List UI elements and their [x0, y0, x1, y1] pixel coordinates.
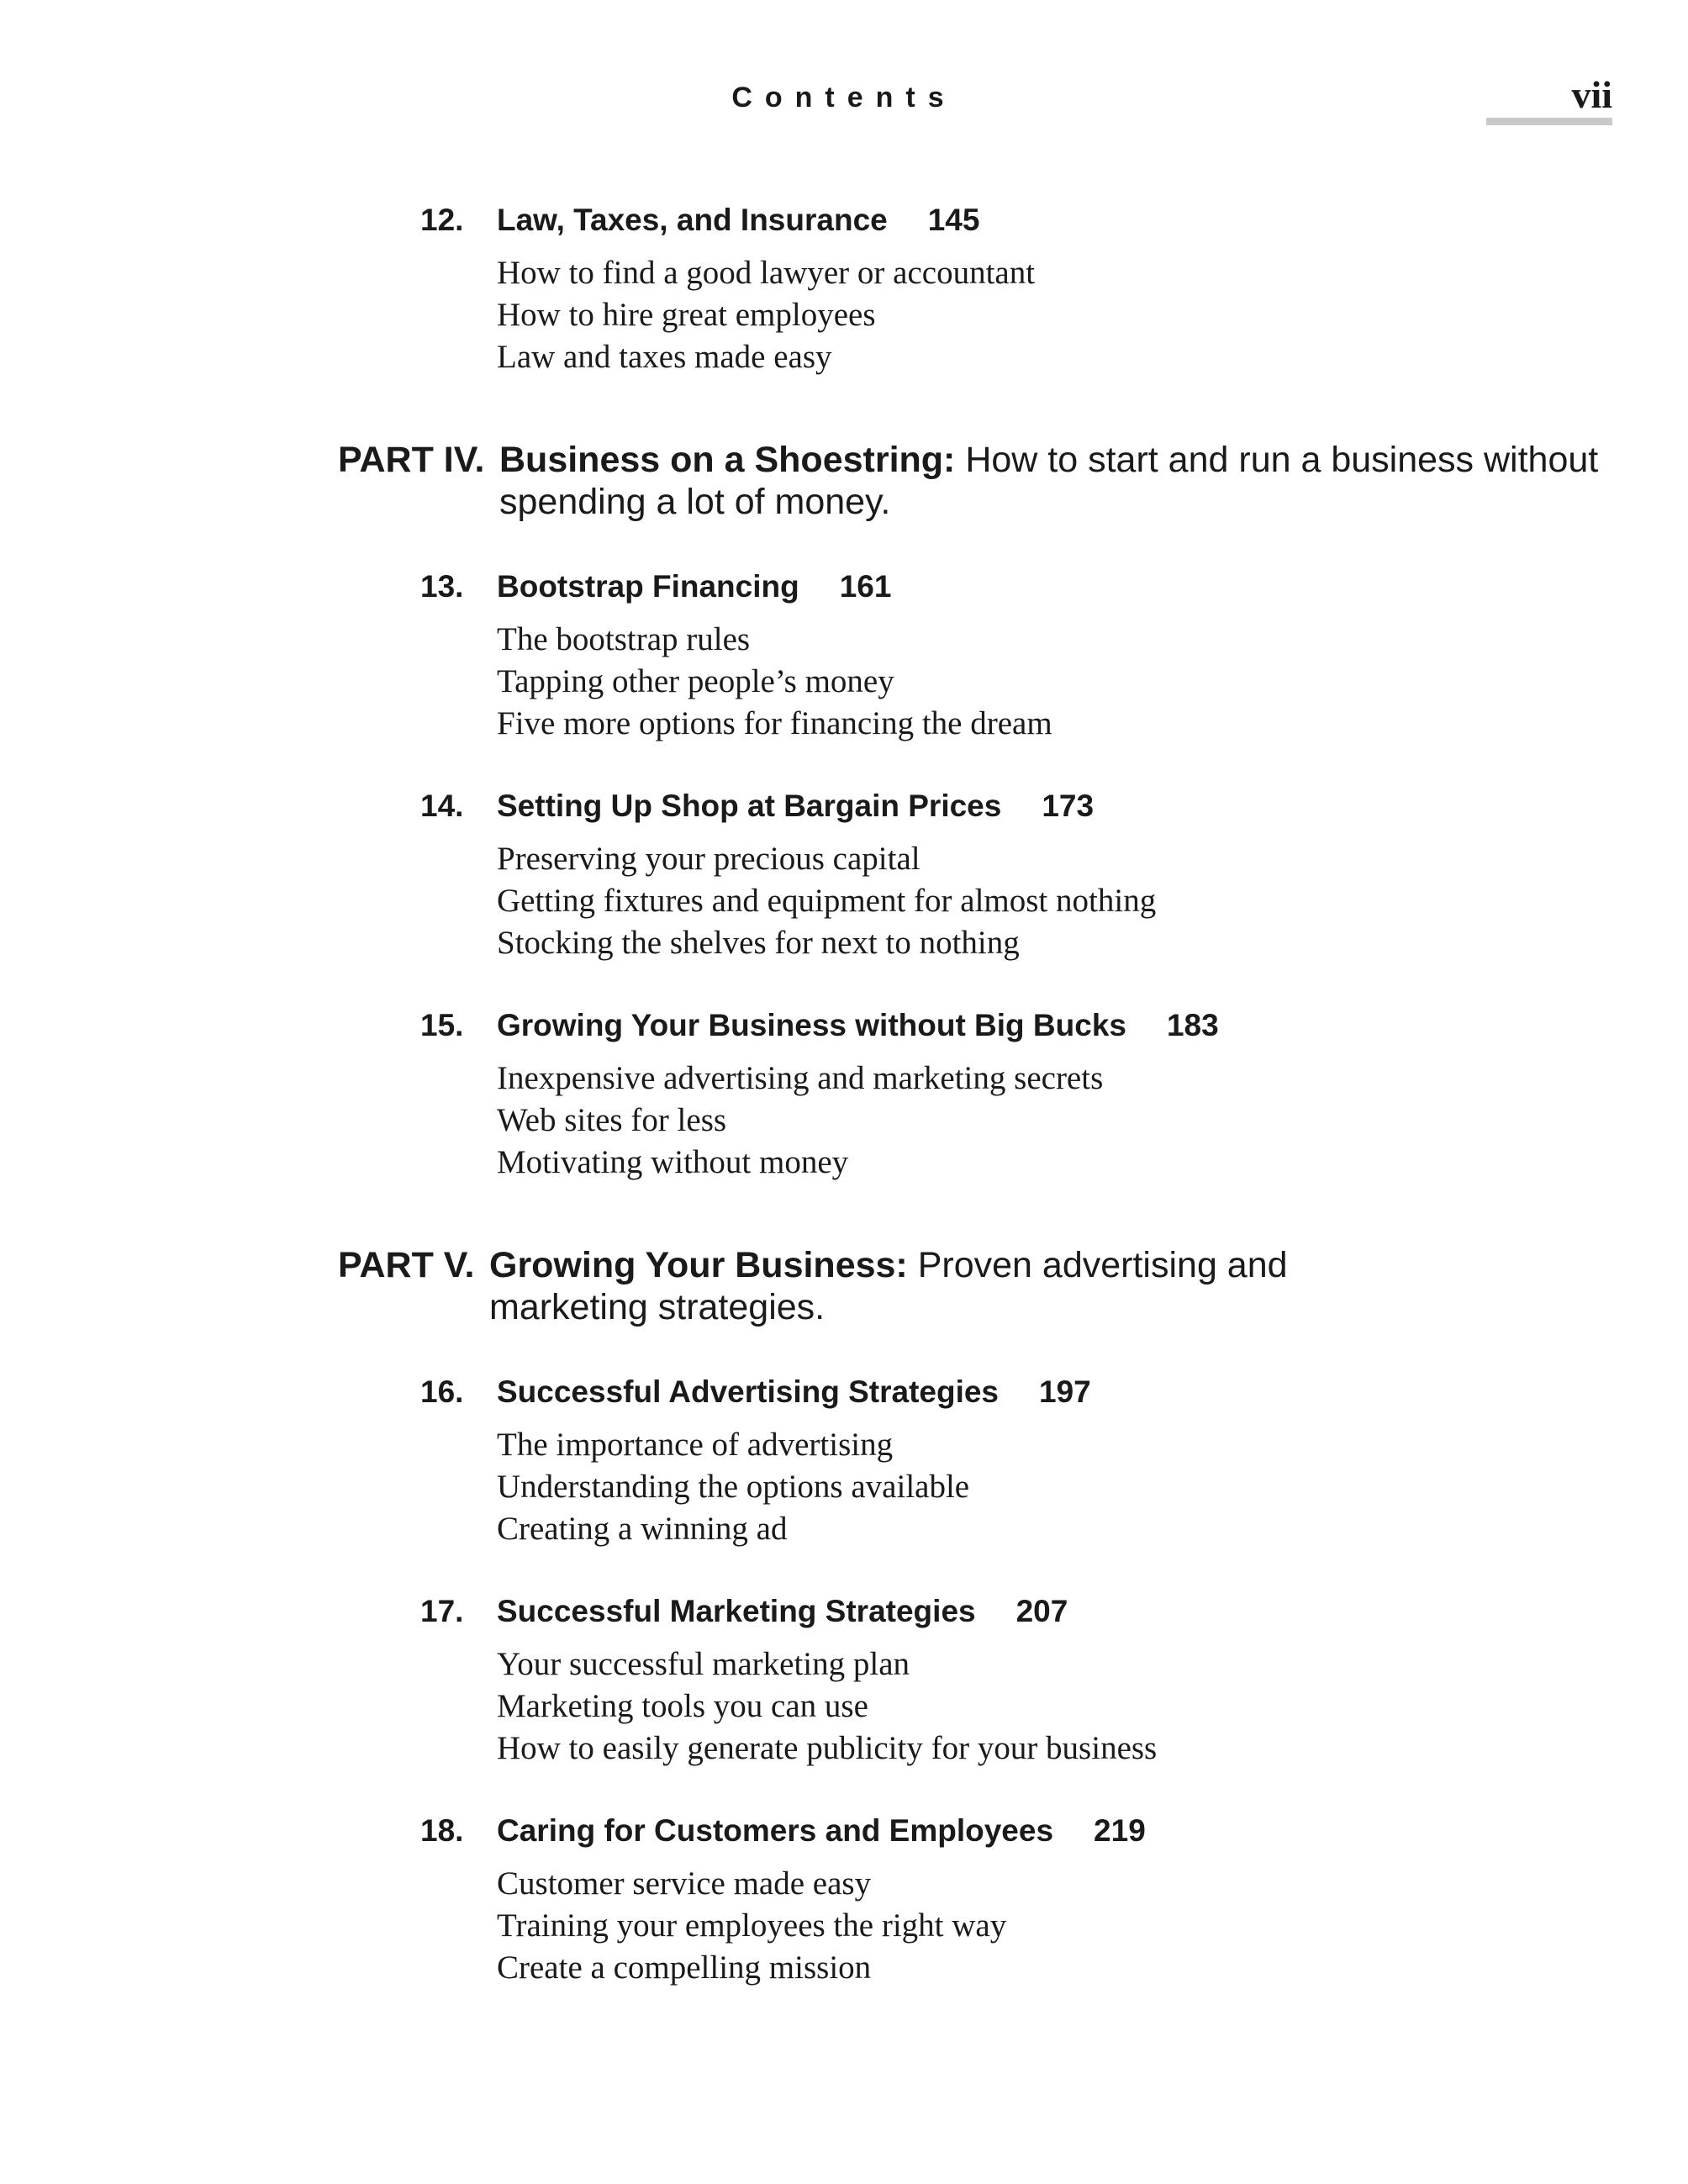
chapter-17-entry	[420, 1593, 1157, 1770]
part-body	[489, 1244, 1397, 1328]
topic-item: Motivating without money	[497, 1144, 849, 1180]
chapter-title: Setting Up Shop at Bargain Prices	[497, 789, 1002, 823]
chapter-topics	[497, 1058, 1103, 1184]
chapter-topics	[497, 1643, 1157, 1770]
chapter-title: Successful Advertising Strategies	[497, 1374, 1000, 1409]
topic-item: Training your employees the right way	[497, 1907, 1007, 1944]
topic-item: Tapping other people’s money	[497, 663, 894, 699]
topic-item: Five more options for financing the dream	[497, 705, 1052, 741]
chapter-number: 12.	[420, 203, 464, 237]
chapter-topics	[497, 1863, 1006, 1989]
chapter-page: 183	[1166, 1008, 1219, 1042]
topic-item: Your successful marketing plan	[497, 1646, 910, 1682]
topic-item: How to find a good lawyer or accountant	[497, 255, 1036, 291]
chapter-title: Successful Marketing Strategies	[497, 1594, 976, 1628]
chapter-14-entry	[420, 788, 1156, 964]
chapter-title-line	[497, 568, 891, 605]
chapter-topics	[497, 838, 1156, 964]
topic-item: How to hire great employees	[497, 297, 876, 333]
part-subtitle: How to start and run a business without spending a lot of money.	[499, 440, 1599, 522]
topic-item: Marketing tools you can use	[497, 1688, 868, 1724]
chapter-title-line	[497, 788, 1094, 825]
topic-item: Web sites for less	[497, 1102, 727, 1138]
chapter-topics	[497, 619, 1052, 745]
topic-item: Understanding the options available	[497, 1469, 970, 1505]
chapter-heading	[420, 788, 1156, 825]
chapter-page: 145	[927, 203, 980, 237]
chapter-number: 17.	[420, 1594, 464, 1628]
part-body	[499, 439, 1612, 523]
chapter-heading	[420, 568, 1052, 605]
running-head: Contents	[731, 82, 957, 113]
topic-item: Stocking the shelves for next to nothing	[497, 925, 1020, 961]
folio-rule	[1486, 118, 1612, 125]
topic-item: The importance of advertising	[497, 1427, 894, 1463]
part-subtitle: Proven advertising and marketing strategies.	[489, 1245, 1288, 1327]
chapter-18-entry	[420, 1812, 1146, 1989]
chapter-number: 13.	[420, 569, 464, 604]
topic-item: Customer service made easy	[497, 1865, 872, 1902]
chapter-page: 161	[839, 569, 892, 604]
topic-item: Create a compelling mission	[497, 1949, 872, 1986]
chapter-title: Caring for Customers and Employees	[497, 1813, 1054, 1848]
part-title: Business on a Shoestring:	[499, 440, 956, 480]
chapter-title-line	[497, 1812, 1146, 1849]
chapter-title-line	[497, 1374, 1091, 1411]
chapter-number: 16.	[420, 1374, 464, 1409]
chapter-15-entry	[420, 1007, 1219, 1184]
chapter-16-entry	[420, 1374, 1091, 1550]
chapter-page: 197	[1039, 1374, 1091, 1409]
topic-item: Inexpensive advertising and marketing secrets	[497, 1060, 1104, 1096]
chapter-12-entry	[420, 202, 1035, 378]
chapter-title: Law, Taxes, and Insurance	[497, 203, 888, 237]
part-label: PART IV.	[338, 440, 485, 480]
topic-item: Law and taxes made easy	[497, 339, 832, 375]
topic-item: Creating a winning ad	[497, 1511, 788, 1547]
chapter-heading	[420, 1593, 1157, 1630]
part-label: PART V.	[338, 1245, 475, 1285]
chapter-page: 219	[1094, 1813, 1146, 1848]
chapter-topics	[497, 1424, 969, 1550]
chapter-title: Bootstrap Financing	[497, 569, 799, 604]
chapter-title: Growing Your Business without Big Bucks	[497, 1008, 1126, 1042]
topic-item: Getting fixtures and equipment for almost nothing	[497, 883, 1157, 919]
chapter-number: 18.	[420, 1813, 464, 1848]
chapter-title-line	[497, 1007, 1219, 1044]
chapter-heading	[420, 202, 1035, 239]
chapter-number: 14.	[420, 789, 464, 823]
chapter-title-line	[497, 1593, 1068, 1630]
chapter-heading	[420, 1374, 1091, 1411]
topic-item: The bootstrap rules	[497, 621, 751, 657]
chapter-heading	[420, 1007, 1219, 1044]
chapter-heading	[420, 1812, 1146, 1849]
chapter-page: 207	[1015, 1594, 1068, 1628]
part-title: Growing Your Business:	[489, 1245, 908, 1285]
chapter-number: 15.	[420, 1008, 464, 1042]
chapter-page: 173	[1042, 789, 1095, 823]
chapter-topics	[497, 252, 1035, 378]
page-number: vii	[1571, 73, 1612, 116]
topic-item: Preserving your precious capital	[497, 841, 920, 877]
chapter-title-line	[497, 202, 979, 239]
topic-item: How to easily generate publicity for your business	[497, 1730, 1158, 1766]
chapter-13-entry	[420, 568, 1052, 745]
